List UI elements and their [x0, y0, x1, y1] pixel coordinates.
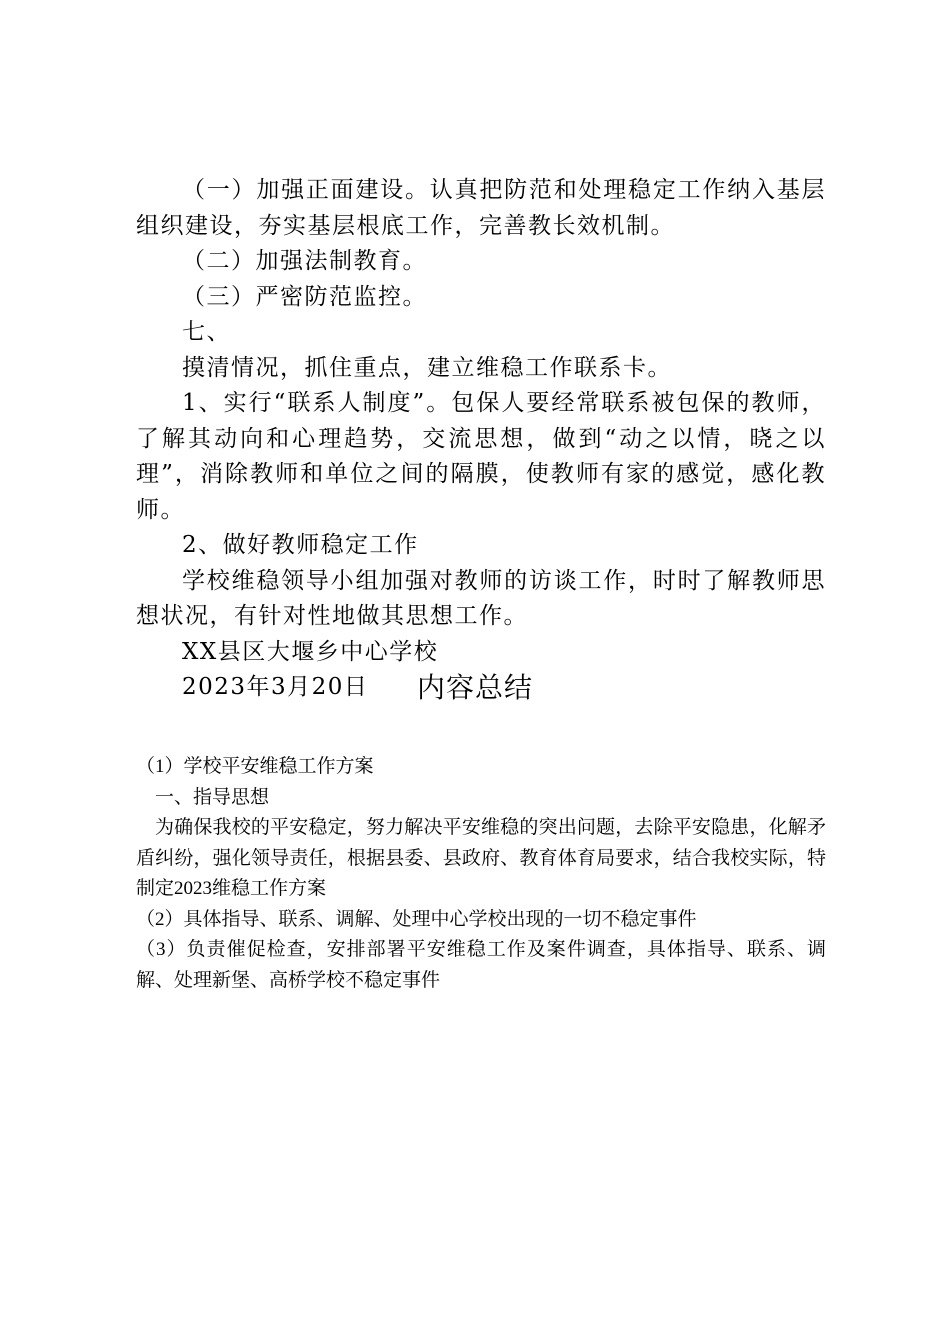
body-paragraph: 摸清情况，抓住重点，建立维稳工作联系卡。 — [182, 354, 672, 381]
summary-item: 一、指导思想 — [155, 786, 270, 808]
summary-section — [136, 752, 826, 996]
body-paragraph: （三）严密防范监控。 — [182, 283, 427, 310]
summary-item: （1）学校平安维稳工作方案 — [136, 756, 374, 777]
summary-item: 为确保我校的平安稳定，努力解决平安维稳的突出问题，去除平安隐患，化解矛盾纠纷，强化领导责任，根据县委、县政府、教育体育局要求，结合我校实际，特制定2023维稳工作方案 — [136, 817, 826, 899]
summary-item: （2）具体指导、联系、调解、处理中心学校出现的一切不稳定事件 — [136, 908, 697, 930]
body-paragraph: 2、做好教师稳定工作 — [182, 532, 419, 558]
body-paragraph: 七、 — [182, 319, 231, 345]
body-text-section — [136, 173, 826, 706]
body-paragraph: （二）加强法制教育。 — [182, 248, 427, 274]
body-paragraph: （一）加强正面建设。认真把防范和处理稳定工作纳入基层组织建设，夯实基层根底工作，完善教长效机制。 — [136, 177, 826, 239]
summary-title: 内容总结 — [416, 671, 533, 704]
body-paragraph: 学校维稳领导小组加强对教师的访谈工作，时时了解教师思想状况，有针对性地做其思想工作。 — [136, 567, 826, 629]
signature-date: 2023年3月20日 — [182, 674, 369, 700]
signature-organization: XX县区大堰乡中心学校 — [182, 638, 439, 665]
summary-item: （3）负责催促检查，安排部署平安维稳工作及案件调查，具体指导、联系、调解、处理新堡、高桥学校不稳定事件 — [136, 939, 826, 991]
body-paragraph: 1、实行“联系人制度”。包保人要经常联系被包保的教师，了解其动向和心理趋势，交流思想，做到“动之以情，晓之以理”，消除教师和单位之间的隔膜，使教师有家的感觉，感化教师。 — [136, 390, 826, 523]
